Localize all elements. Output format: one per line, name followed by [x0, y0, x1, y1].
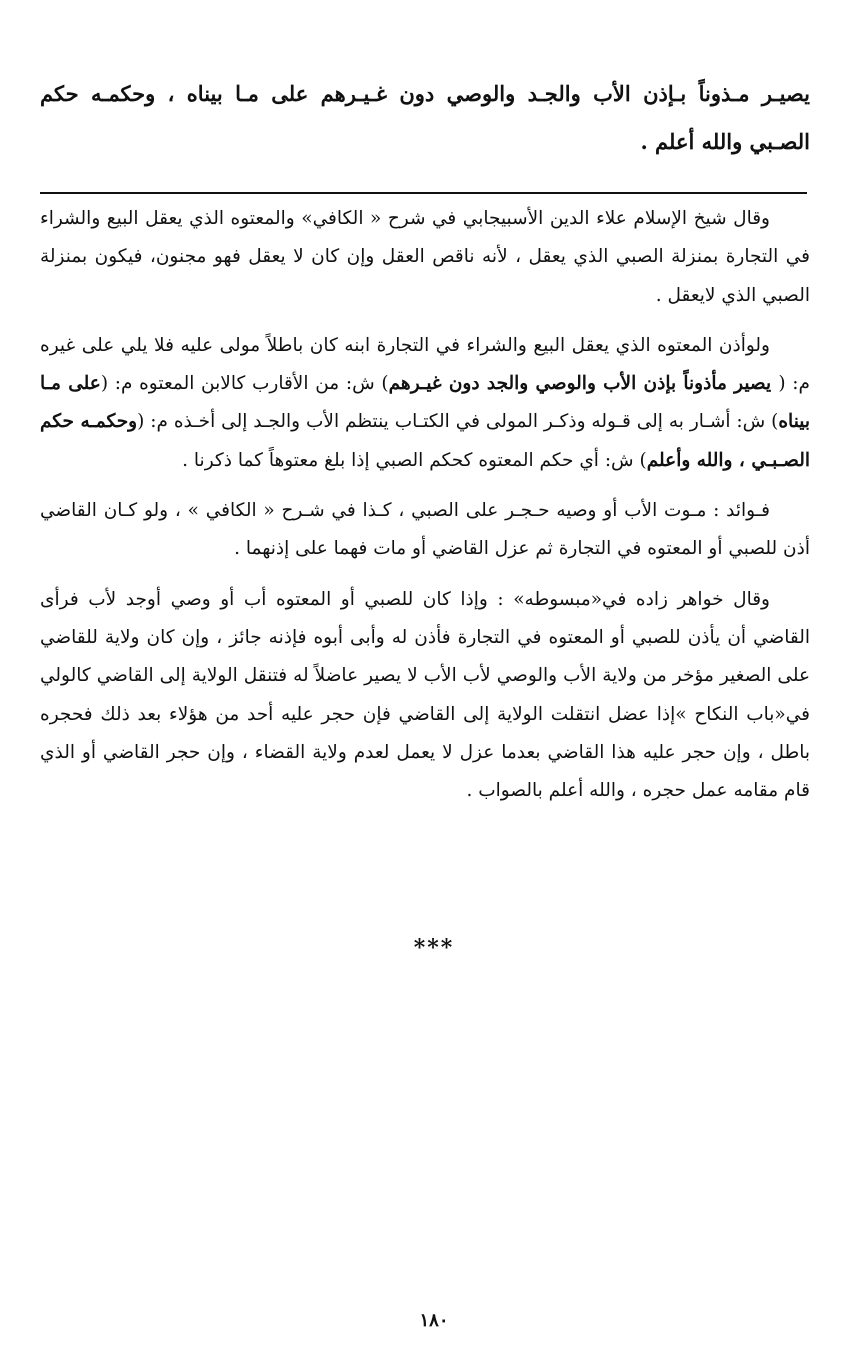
page-number: ١٨٠: [419, 1310, 449, 1331]
commentary-paragraph-4: وقال خواهر زاده في«مبسوطه» : وإذا كان للصبي أو المعتوه أب أو وصي أوجد لأب فرأى القاضي أن يأذن للصبي أو المعتوه في التجارة فأذن له وأبى أبوه فإذنه جائز ، وإن كان ولاية للقاضي على الصغير مؤخر من ولاية الأب والوصي لأب الأب لا يصير عاضلاً له فتنقل الولاية إلى القاضي كالولي في«باب النكاح »إذا عضل انتقلت الولاية إلى القاضي فإن حجر عليه أحد من هؤلاء بعد ذلك فحجره باطل ، وإن حجر عليه هذا القاضي بعدما عزل لا يعمل لعدم ولاية القضاء ، وإن حجر القاضي أو الذي قام مقامه عمل حجره ، والله أعلم بالصواب .: [40, 588, 810, 802]
commentary-text: ) ش: أشـار به إلى قـوله وذكـر المولى في الكتـاب ينتظم الأب والجـد إلى أخـذه م: (: [137, 411, 779, 433]
quoted-matn: على مـا بيناه: [40, 373, 811, 433]
quoted-matn: يصير مأذوناً بإذن الأب والوصي والجد دون غيـرهم: [388, 373, 779, 395]
commentary-text: ولوأذن المعتوه الذي يعقل البيع والشراء في التجارة ابنه كان باطلاً مولى عليه فلا يلي على غيره م: (: [40, 334, 810, 395]
main-text-block: [40, 70, 810, 166]
commentary-text: ) ش: من الأقارب كالابن المعتوه م: (: [100, 373, 389, 395]
commentary-text: ) ش: أي حكم المعتوه كحكم الصبي إذا بلغ معتوهاً كما ذكرنا .: [182, 449, 647, 471]
commentary-paragraph-2: [40, 327, 810, 480]
section-divider: [40, 192, 807, 194]
commentary-paragraph-3: فـوائد : مـوت الأب أو وصيه حـجـر على الصبي ، كـذا في شـرح « الكافي » ، ولو كـان القاضي أذن للصبي أو المعتوه في التجارة ثم عزل القاضي أو مات فهما على إذنهما .: [40, 500, 810, 560]
main-text-paragraph: يصيـر مـذوناً بـإذن الأب والجـد والوصي دون غـيـرهم على مـا بيناه ، وحكمـه حكم الصـبي والله أعلم .: [40, 81, 810, 154]
section-end-stars: ***: [413, 935, 455, 961]
commentary-paragraph-1: وقال شيخ الإسلام علاء الدين الأسبيجابي في شرح « الكافي» والمعتوه الذي يعقل البيع والشراء في التجارة بمنزلة الصبي الذي يعقل ، لأنه ناقص العقل وإن كان لا يعقل فهو مجنون، فيكون بمنزلة الصبي الذي لايعقل .: [40, 208, 810, 306]
quoted-matn: وحكمـه حكم الصـبـي ، والله وأعلم: [40, 411, 810, 471]
commentary-block: [40, 200, 810, 822]
